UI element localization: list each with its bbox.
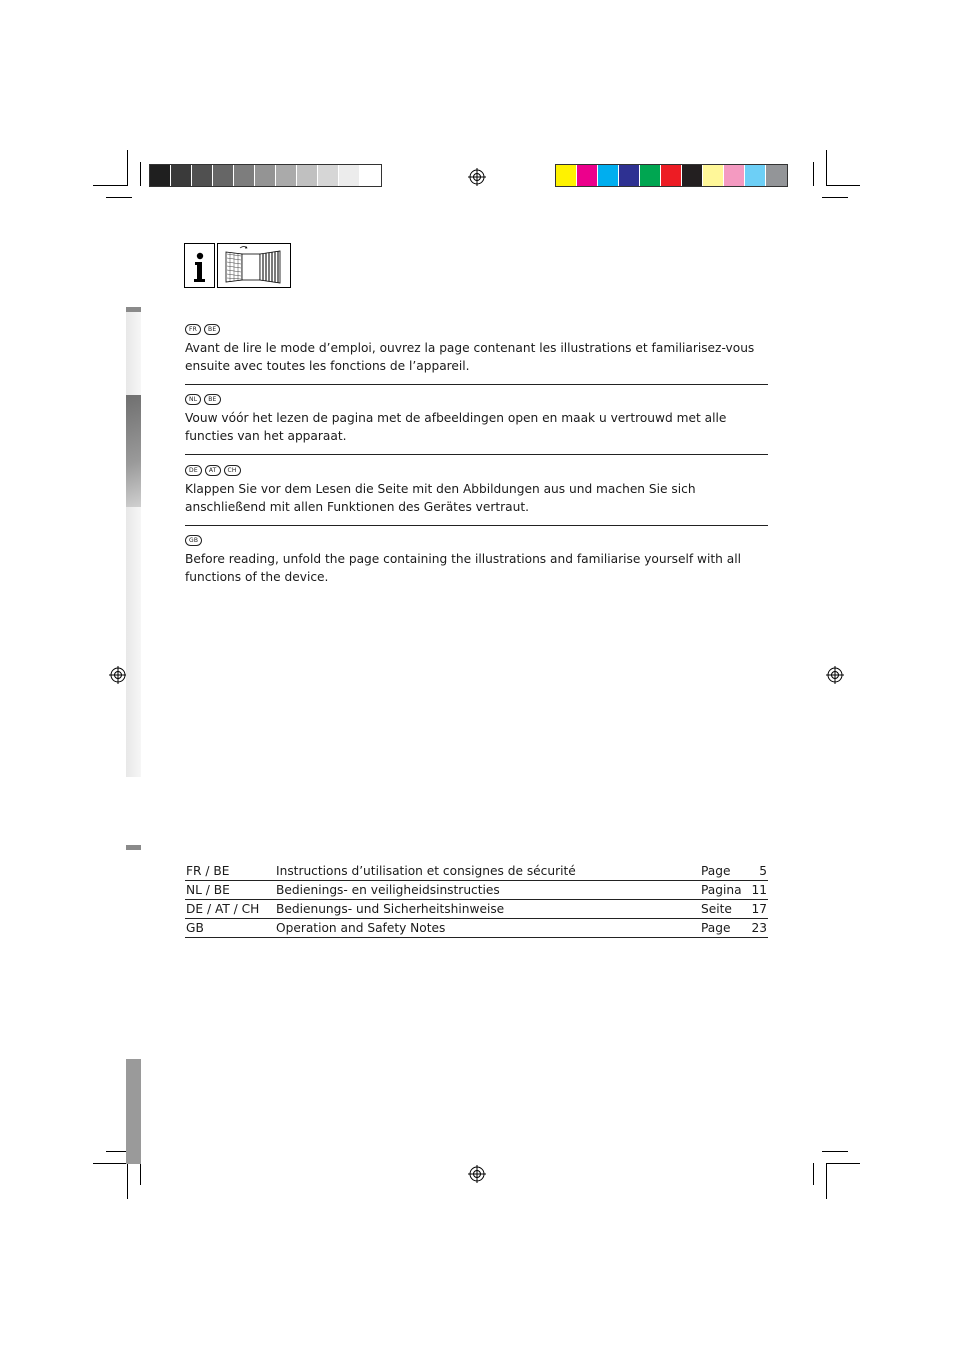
color-swatch <box>640 165 661 186</box>
toc-row[interactable] <box>185 900 768 919</box>
toc-page-label: Seite <box>701 902 732 916</box>
registration-mark-icon <box>826 666 844 684</box>
toc-title: Operation and Safety Notes <box>276 921 446 935</box>
color-swatch <box>661 165 682 186</box>
language-badge: FR <box>185 324 201 335</box>
section-text: Before reading, unfold the page containing the illustrations and familiarise yourself with all functions of the device. <box>185 552 741 584</box>
color-swatch <box>255 165 276 186</box>
color-swatch <box>171 165 192 186</box>
grayscale-color-bar <box>149 164 382 187</box>
info-icon <box>185 244 214 287</box>
color-swatch <box>234 165 255 186</box>
color-swatch <box>150 165 171 186</box>
color-swatch <box>318 165 339 186</box>
fold-out-page-icon-box <box>217 243 291 288</box>
toc-language: NL / BE <box>186 883 230 897</box>
section-divider <box>185 525 768 526</box>
toc-language: GB <box>186 921 204 935</box>
fold-margin-strip <box>126 1059 141 1164</box>
fold-margin-shade <box>126 395 141 507</box>
color-swatch <box>297 165 318 186</box>
toc-row[interactable] <box>185 862 768 881</box>
section-text: Klappen Sie vor dem Lesen die Seite mit den Abbildungen aus und machen Sie sich anschließend mit allen Funktionen des Gerätes vertraut. <box>185 482 696 514</box>
toc-page-number: 5 <box>759 864 767 878</box>
section-fr-be <box>185 324 768 375</box>
section-divider <box>185 384 768 385</box>
section-gb <box>185 535 768 586</box>
color-swatch <box>192 165 213 186</box>
color-swatch <box>339 165 360 186</box>
color-swatch <box>213 165 234 186</box>
registration-mark-icon <box>468 1165 486 1183</box>
language-badge: BE <box>204 324 220 335</box>
language-badges <box>185 394 768 405</box>
fold-margin-strip <box>126 312 141 777</box>
language-badges <box>185 324 768 335</box>
color-swatch <box>360 165 381 186</box>
registration-mark-icon <box>109 666 127 684</box>
color-swatch <box>619 165 640 186</box>
language-badge: GB <box>185 535 202 546</box>
color-swatch <box>276 165 297 186</box>
language-badge: BE <box>204 394 220 405</box>
toc-language: DE / AT / CH <box>186 902 260 916</box>
color-swatch <box>703 165 724 186</box>
fold-out-page-icon <box>218 244 290 287</box>
toc-title: Bedienungs- und Sicherheitshinweise <box>276 902 505 916</box>
color-swatch <box>682 165 703 186</box>
color-swatch <box>766 165 787 186</box>
section-text: Vouw vóór het lezen de pagina met de afbeeldingen open en maak u vertrouwd met alle functies van het apparaat. <box>185 411 727 443</box>
color-swatch <box>724 165 745 186</box>
color-swatch <box>598 165 619 186</box>
process-color-bar <box>555 164 788 187</box>
registration-mark-icon <box>468 168 486 186</box>
toc-page-label: Pagina <box>701 883 742 897</box>
section-text: Avant de lire le mode d’emploi, ouvrez la page contenant les illustrations et familiarisez-vous ensuite avec toutes les fonctions de l’appareil. <box>185 341 755 373</box>
info-icon-box <box>184 243 215 288</box>
toc-page-number: 17 <box>751 902 767 916</box>
toc-row[interactable] <box>185 881 768 900</box>
language-badge: DE <box>185 465 202 476</box>
toc-page-label: Page <box>701 921 731 935</box>
language-badge: CH <box>224 465 241 476</box>
color-swatch <box>745 165 766 186</box>
toc-page-number: 23 <box>751 921 767 935</box>
language-badges <box>185 465 768 476</box>
toc-language: FR / BE <box>186 864 230 878</box>
section-nl-be <box>185 394 768 445</box>
section-de-at-ch <box>185 465 768 516</box>
toc-page-number: 11 <box>751 883 767 897</box>
toc-title: Bedienings- en veiligheidsinstructies <box>276 883 500 897</box>
language-badge: AT <box>205 465 221 476</box>
section-divider <box>185 454 768 455</box>
table-of-contents <box>185 862 768 938</box>
color-swatch <box>556 165 577 186</box>
toc-row[interactable] <box>185 919 768 938</box>
toc-page-label: Page <box>701 864 731 878</box>
language-badges <box>185 535 768 546</box>
toc-title: Instructions d’utilisation et consignes de sécurité <box>276 864 576 878</box>
color-swatch <box>577 165 598 186</box>
language-badge: NL <box>185 394 201 405</box>
fold-margin-strip <box>126 845 141 850</box>
